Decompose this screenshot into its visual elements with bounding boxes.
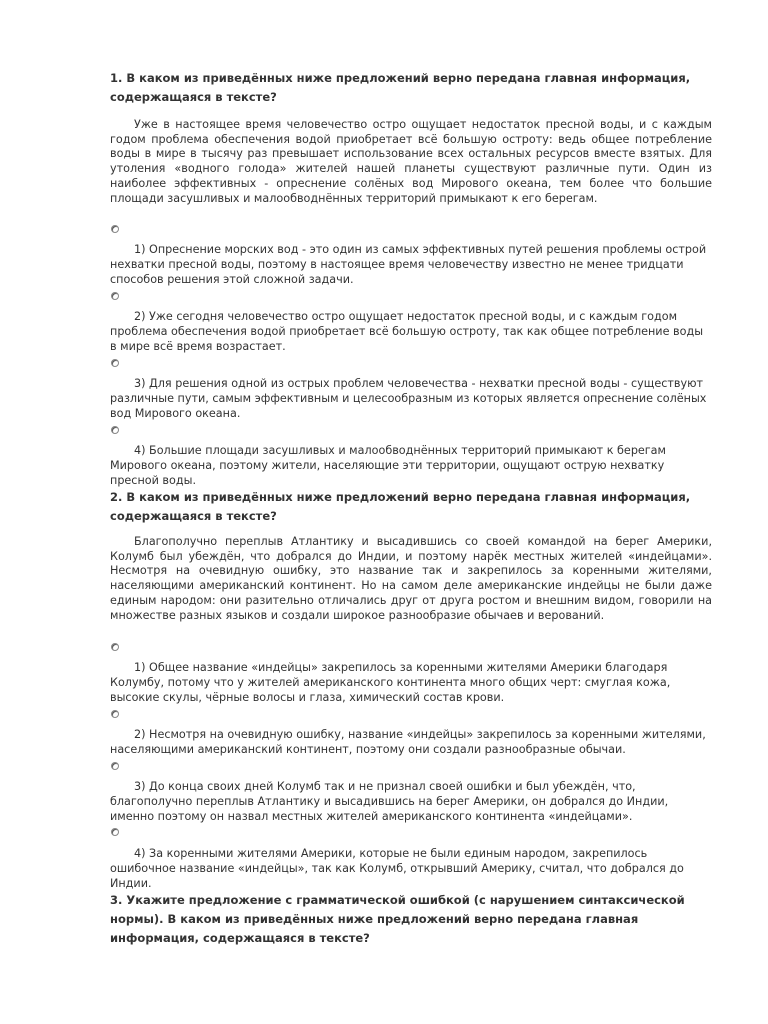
q1-option-1-text: 1) Опреснение морских вод - это один из самых эффективных путей решения проблемы острой нехватки пресной воды, поэтому в настоящее время человечеству известно не менее тридцати способов решения этой сложной задачи. bbox=[110, 243, 707, 286]
q2-option-3-radio[interactable] bbox=[111, 762, 119, 770]
q2-option-2-radio[interactable] bbox=[111, 710, 119, 718]
question-2-title: 2. В каком из приведённых ниже предложений верно передана главная информация, содержащаяся в тексте? bbox=[110, 490, 691, 523]
q1-option-2-text: 2) Уже сегодня человечество остро ощущает недостаток пресной воды, и с каждым годом проблема обеспечения водой приобретает всё большую остроту, так как общее потребление воды в мире всё время возрастает. bbox=[110, 310, 704, 353]
q2-option-2-text: 2) Несмотря на очевидную ошибку, название «индейцы» закрепилось за коренными жителями, населяющими американский континент, поэтому они создали разнообразные обычаи. bbox=[110, 728, 706, 756]
q2-option-1-radio[interactable] bbox=[111, 643, 119, 651]
q1-option-4-text: 4) Большие площади засушливых и малообводнённых территорий примыкают к берегам Мирового океана, поэтому жители, населяющие эти территории, ощущают острую нехватку пресной воды. bbox=[110, 444, 666, 487]
q1-option-2-radio[interactable] bbox=[111, 292, 119, 300]
q2-option-4-text: 4) За коренными жителями Америки, которые не были единым народом, закрепилось ошибочное название «индейцы», так как Колумб, открывший Америку, считал, что добрался до Индии. bbox=[110, 847, 684, 890]
q1-option-3-text: 3) Для решения одной из острых проблем человечества - нехватки пресной воды - существуют различные пути, самым эффективным и целесообразным из которых является опреснение солёных вод Мирового океана. bbox=[110, 377, 707, 420]
q1-option-4-radio[interactable] bbox=[111, 426, 119, 434]
question-2-text: Благополучно переплыв Атлантику и высадившись со своей командой на берег Америки, Колумб был убеждён, что добрался до Индии, и поэтому нарёк местных жителей «индейцами». Несмотря на очевидную ошибку, это название так и закрепилось за коренными жителями, населяющими американский континент. Но на самом деле американские индейцы не были даже единым народом: они разительно отличались друг от друга ростом и внешним видом, говорили на множестве разных языков и создали широкое разнообразие обычаев и верований. bbox=[110, 535, 712, 622]
question-3-title: 3. Укажите предложение с грамматической ошибкой (с нарушением синтаксической нормы). В каком из приведённых ниже предложений верно передана главная информация, содержащаяся в тексте? bbox=[110, 893, 685, 945]
question-1-text: Уже в настоящее время человечество остро ощущает недостаток пресной воды, и с каждым годом проблема обеспечения водой приобретает всё большую остроту: ведь общее потребление воды в мире в тысячу раз превышает использование всех остальных ресурсов вместе взятых. Для утоления «водного голода» жителей нашей планеты существуют различные пути. Один из наиболее эффективных - опреснение солёных вод Мирового океана, тем более что большие площади засушливых и малообводнённых территорий примыкают к его берегам. bbox=[110, 118, 712, 205]
q2-option-4-radio[interactable] bbox=[111, 828, 119, 836]
question-1-title: 1. В каком из приведённых ниже предложений верно передана главная информация, содержащаяся в тексте? bbox=[110, 71, 691, 104]
q2-option-1-text: 1) Общее название «индейцы» закрепилось за коренными жителями Америки благодаря Колумбу, потому что у жителей американского континента много общих черт: смуглая кожа, высокие скулы, чёрные волосы и глаза, химический состав крови. bbox=[110, 661, 671, 704]
q1-option-3-radio[interactable] bbox=[111, 359, 119, 367]
q2-option-3-text: 3) До конца своих дней Колумб так и не признал своей ошибки и был убеждён, что, благополучно переплыв Атлантику и высадившись на берег Америки, он добрался до Индии, именно поэтому он назвал местных жителей американского континента «индейцами». bbox=[110, 780, 669, 823]
q1-option-1-radio[interactable] bbox=[111, 225, 119, 233]
